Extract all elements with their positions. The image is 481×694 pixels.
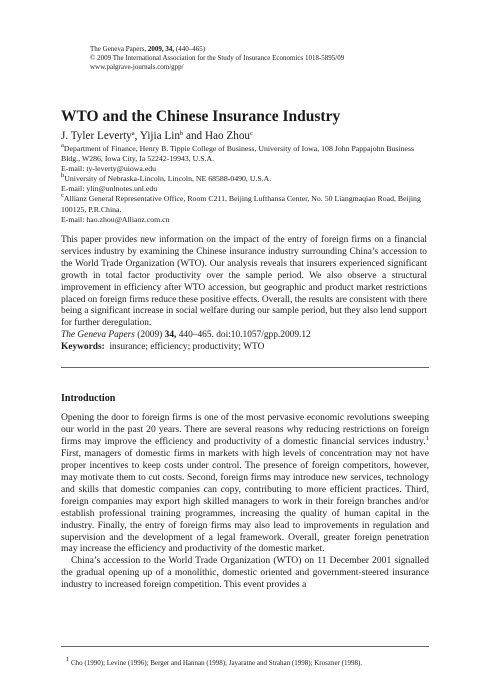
introduction-body bbox=[61, 412, 429, 591]
intro-paragraph-1 bbox=[61, 412, 429, 555]
journal-header bbox=[90, 45, 410, 73]
paragraph-text: First, managers of domestic firms in markets with high levels of concentration may not have proper incentives to keep costs under control. The presence of foreign competitors, however, may motivate them to cut costs. Second, foreign firms may introduce new services, technology and skills that domestic companies can copy, contributing to more efficient practices. Third, foreign companies may export high skilled managers to work in their foreign branches and/or establish professional training programmes, increasing the quality of human capital in the industry. Finally, the entry of foreign firms may also lead to improvements in regulation and supervision and the development of a legal framework. Overall, greater foreign penetration may increase the efficiency and productivity of the domestic market. bbox=[61, 447, 429, 555]
keywords-text: insurance; efficiency; productivity; WTO bbox=[104, 342, 265, 352]
affiliation-marker: c bbox=[250, 130, 253, 137]
section-heading: Introduction bbox=[61, 393, 116, 404]
affiliation-email[interactable]: E-mail: hao.zhou@Allianz.com.cn bbox=[61, 214, 170, 224]
affiliation-text: Department of Finance, Henry B. Tippie College of Business, University of Iowa, 108 John Pappajohn Business Bldg., W286, Iowa City, Ia 52242-19943, U.S.A. bbox=[61, 144, 415, 164]
citation-year: (2009) bbox=[134, 330, 165, 341]
journal-citation-line bbox=[90, 45, 410, 54]
author-name: Yijia Lin bbox=[139, 130, 180, 142]
affiliation-a bbox=[61, 144, 433, 164]
journal-name: The Geneva Papers, bbox=[90, 45, 148, 53]
affiliation-email[interactable]: E-mail: ylin@unlnotes.unl.edu bbox=[61, 184, 158, 194]
paragraph-text: Opening the door to foreign firms is one of the most pervasive economic revolutions sweeping our world in the past 20 years. There are several reasons why reducing restrictions on foreign firms may improve the efficiency and productivity of a domestic financial services industry. bbox=[61, 412, 429, 447]
footnote-marker[interactable]: 1 bbox=[425, 434, 429, 442]
affiliation-marker: b bbox=[61, 172, 65, 180]
footnote-divider bbox=[61, 646, 429, 647]
paper-title: WTO and the Chinese Insurance Industry bbox=[61, 108, 341, 125]
journal-url[interactable]: www.palgrave-journals.com/gpp/ bbox=[90, 63, 184, 72]
affiliation-text: Allianz General Representative Office, Room C211, Beijing Lufthansa Center, No. 50 Liangmaqiao Road, Beijing 100125, P.R.China. bbox=[61, 194, 421, 214]
citation-volume: 34, bbox=[164, 330, 177, 341]
journal-year-volume: 2009, 34, bbox=[147, 45, 176, 53]
affiliation-text: University of Nebraska-Lincoln, Lincoln, NE 68588-0490, U.S.A. bbox=[64, 174, 272, 184]
footnote-marker: 1 bbox=[66, 656, 70, 663]
affiliation-marker: a bbox=[131, 130, 135, 137]
affiliation-marker: a bbox=[61, 142, 64, 149]
abstract bbox=[61, 235, 427, 342]
keywords-label: Keywords: bbox=[61, 342, 105, 352]
citation-journal: The Geneva Papers bbox=[61, 330, 135, 341]
author-separator: and bbox=[183, 130, 205, 142]
intro-paragraph-2: China’s accession to the World Trade Organization (WTO) on 11 December 2001 signalled the gradual opening up of a monolithic, domestic oriented and government-steered insurance industry to increased foreign competition. This event provides a bbox=[61, 555, 429, 591]
affiliation-email[interactable]: E-mail: ty-leverty@uiowa.edu bbox=[61, 164, 157, 174]
citation-pages-doi: 440–465. doi:10.1057/gpp.2009.12 bbox=[176, 330, 311, 341]
copyright-line: © 2009 The International Association for the Study of Insurance Economics 1018-5895/09 bbox=[90, 54, 345, 63]
journal-pages: (440–465) bbox=[175, 45, 206, 53]
keywords bbox=[61, 341, 427, 353]
affiliation-marker: c bbox=[61, 192, 64, 200]
affiliation-marker: b bbox=[179, 130, 184, 137]
affiliation-c bbox=[61, 194, 433, 214]
author-separator: , bbox=[134, 130, 140, 142]
author-name: J. Tyler Leverty bbox=[61, 130, 132, 142]
author-list bbox=[61, 129, 431, 143]
affiliation-b bbox=[61, 174, 433, 184]
footnote-text: Cho (1990); Levine (1996); Berger and Hannan (1998); Jayaratne and Strahan (1998); Kroszner (1998). bbox=[69, 659, 363, 667]
footnote bbox=[66, 656, 436, 668]
author-name: Hao Zhou bbox=[204, 130, 251, 142]
section-divider bbox=[61, 367, 429, 368]
abstract-text: This paper provides new information on the impact of the entry of foreign firms on a financial services industry by examining the Chinese insurance industry surrounding China’s accession to the World Trade Organization (WTO). Our analysis reveals that insurers experienced significant growth in total factor productivity over the sample period. We also observe a structural improvement in efficiency after WTO accession, but geographic and product market restrictions placed on foreign firms reduce these positive effects. Overall, the results are consistent with there being a significant increase in social welfare during our sample period, but they also lend support for further deregulation. bbox=[61, 235, 427, 329]
affiliations bbox=[61, 144, 433, 225]
